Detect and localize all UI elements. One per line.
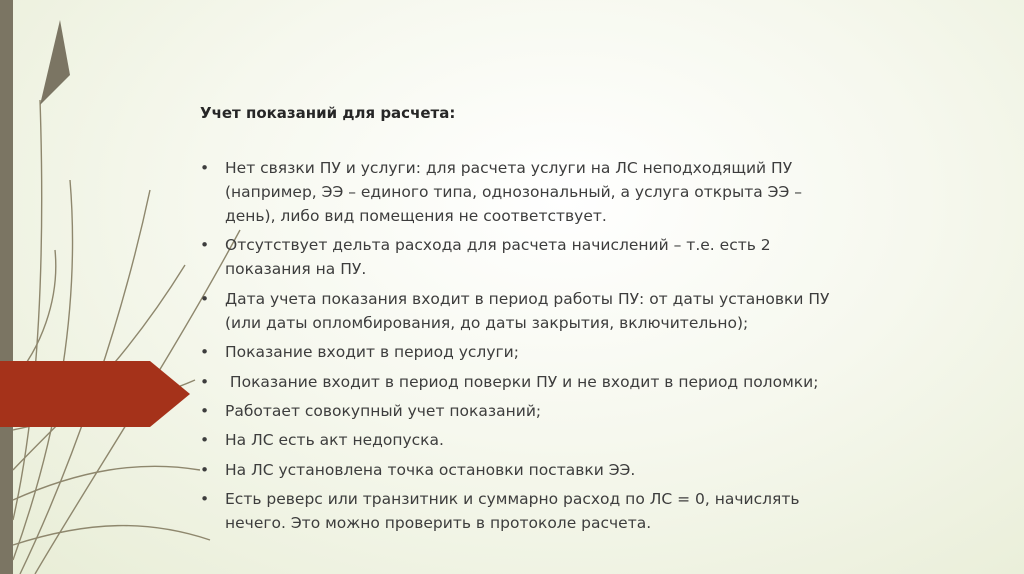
list-item: • На ЛС есть акт недопуска. <box>200 428 930 452</box>
bullet-list <box>200 156 930 535</box>
list-item: • Показание входит в период поверки ПУ и не входит в период поломки; <box>200 370 930 394</box>
bullet: • <box>200 343 210 362</box>
bullet: • <box>200 236 210 255</box>
list-item: • Показание входит в период услуги; <box>200 340 930 364</box>
bullet: • <box>200 372 210 391</box>
list-item: • Нет связки ПУ и услуги: для расчета услуги на ЛС неподходящий ПУ (например, ЭЭ – единого типа, однозональный, а услуга открыта ЭЭ – день), либо вид помещения не соответствует. <box>200 156 930 228</box>
bullet: • <box>200 401 210 420</box>
red-arrow-tab <box>0 361 190 427</box>
bullet: • <box>200 490 210 509</box>
list-item: • Есть реверс или транзитник и суммарно расход по ЛС = 0, начислять нечего. Это можно проверить в протоколе расчета. <box>200 487 930 535</box>
bullet: • <box>200 159 210 177</box>
bullet: • <box>200 289 210 308</box>
bullet: • <box>200 460 210 479</box>
slide-content <box>200 100 930 541</box>
slide-title: Учет показаний для расчета: <box>200 104 456 122</box>
list-item: • Дата учета показания входит в период работы ПУ: от даты установки ПУ (или даты опломбирования, до даты закрытия, включительно); <box>200 287 930 335</box>
list-item: • На ЛС установлена точка остановки поставки ЭЭ. <box>200 458 930 482</box>
bullet: • <box>200 431 210 450</box>
list-item: • Отсутствует дельта расхода для расчета начислений – т.е. есть 2 показания на ПУ. <box>200 233 930 281</box>
list-item: • Работает совокупный учет показаний; <box>200 399 930 423</box>
